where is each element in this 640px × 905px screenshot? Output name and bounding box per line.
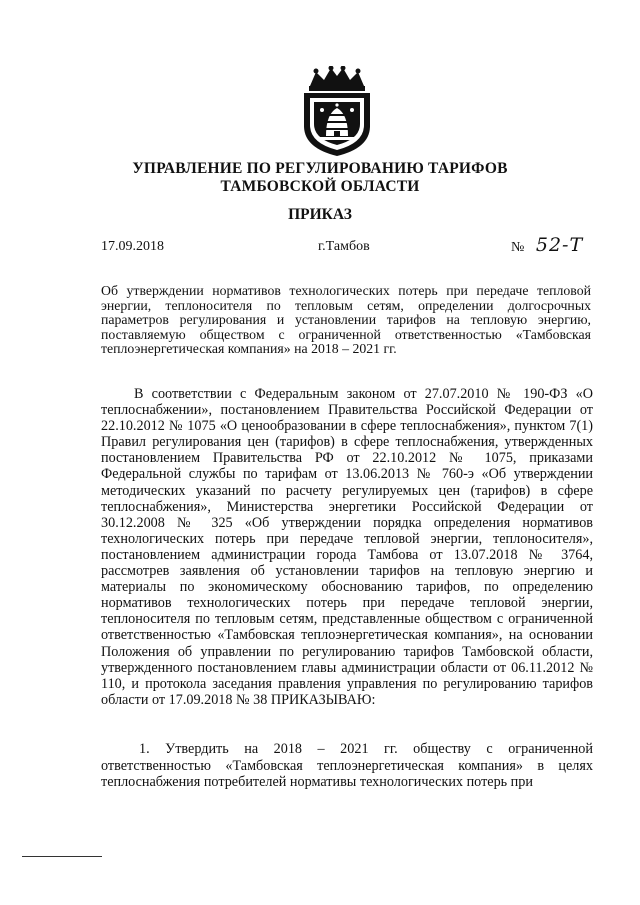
document-preamble (101, 386, 593, 708)
org-name-line2: ТАМБОВСКОЙ ОБЛАСТИ (220, 178, 420, 195)
document-date: 17.09.2018 (101, 239, 164, 254)
document-subject: Об утверждении нормативов технологических потерь при передаче тепловой энергии, теплоносителя по тепловым сетям, определении долгосрочных параметров регулирования и установлении тарифов на тепловую энергию, поставляемую обществом с ограниченной ответственностью «Тамбовская теплоэнергетическая компания» на 2018 – 2021 гг. (101, 283, 591, 357)
document-number (511, 234, 583, 256)
number-label: № (511, 240, 525, 255)
preamble-paragraph: В соответствии с Федеральным законом от 27.07.2010 № 190-ФЗ «О теплоснабжении», постановлением Правительства Российской Федерации от 22.10.2012 № 1075 «О ценообразовании в сфере теплоснабжения», пунктом 7(1) Правил регулирования цен (тарифов) в сфере теплоснабжения, утвержденных постановлением Правительства РФ от 22.10.2012 № 1075, приказами Федеральной службы по тарифам от 13.06.2013 № 760-э «Об утверждении методических указаний по расчету регулируемых цен (тарифов) в сфере теплоснабжения», Министерства энергетики Российской Федерации от 30.12.2008 № 325 «Об утверждении порядка определения нормативов технологических потерь при передаче тепловой энергии, теплоносителя», постановлением администрации города Тамбова от 13.07.2018 № 3764, рассмотрев заявления об установлении тарифов на тепловую энергию и материалы по экономическому обоснованию тарифов, по определению нормативов технологических потерь при передаче тепловой энергии, теплоносителя по тепловым сетям, представленные обществом с ограниченной ответственностью «Тамбовская теплоэнергетическая компания», на основании Положения об управлении по регулированию тарифов Тамбовской области, утвержденного постановлением главы администрации области от 06.11.2012 № 110, и протокола заседания правления управления по регулированию тарифов области от 17.09.2018 № 38 ПРИКАЗЫВАЮ: (101, 386, 593, 708)
coat-of-arms-icon (296, 66, 378, 158)
footer-rule (22, 856, 102, 857)
document-city: г.Тамбов (318, 239, 370, 254)
number-value: 52-Т (535, 234, 584, 256)
document-type: ПРИКАЗ (288, 206, 352, 223)
document-item-1 (101, 741, 593, 791)
org-name-line1: УПРАВЛЕНИЕ ПО РЕГУЛИРОВАНИЮ ТАРИФОВ (132, 160, 508, 177)
item-1-paragraph: 1. Утвердить на 2018 – 2021 гг. обществу с ограниченной ответственностью «Тамбовская теплоэнергетическая компания» в целях теплоснабжения потребителей нормативы технологических потерь при (101, 741, 593, 791)
